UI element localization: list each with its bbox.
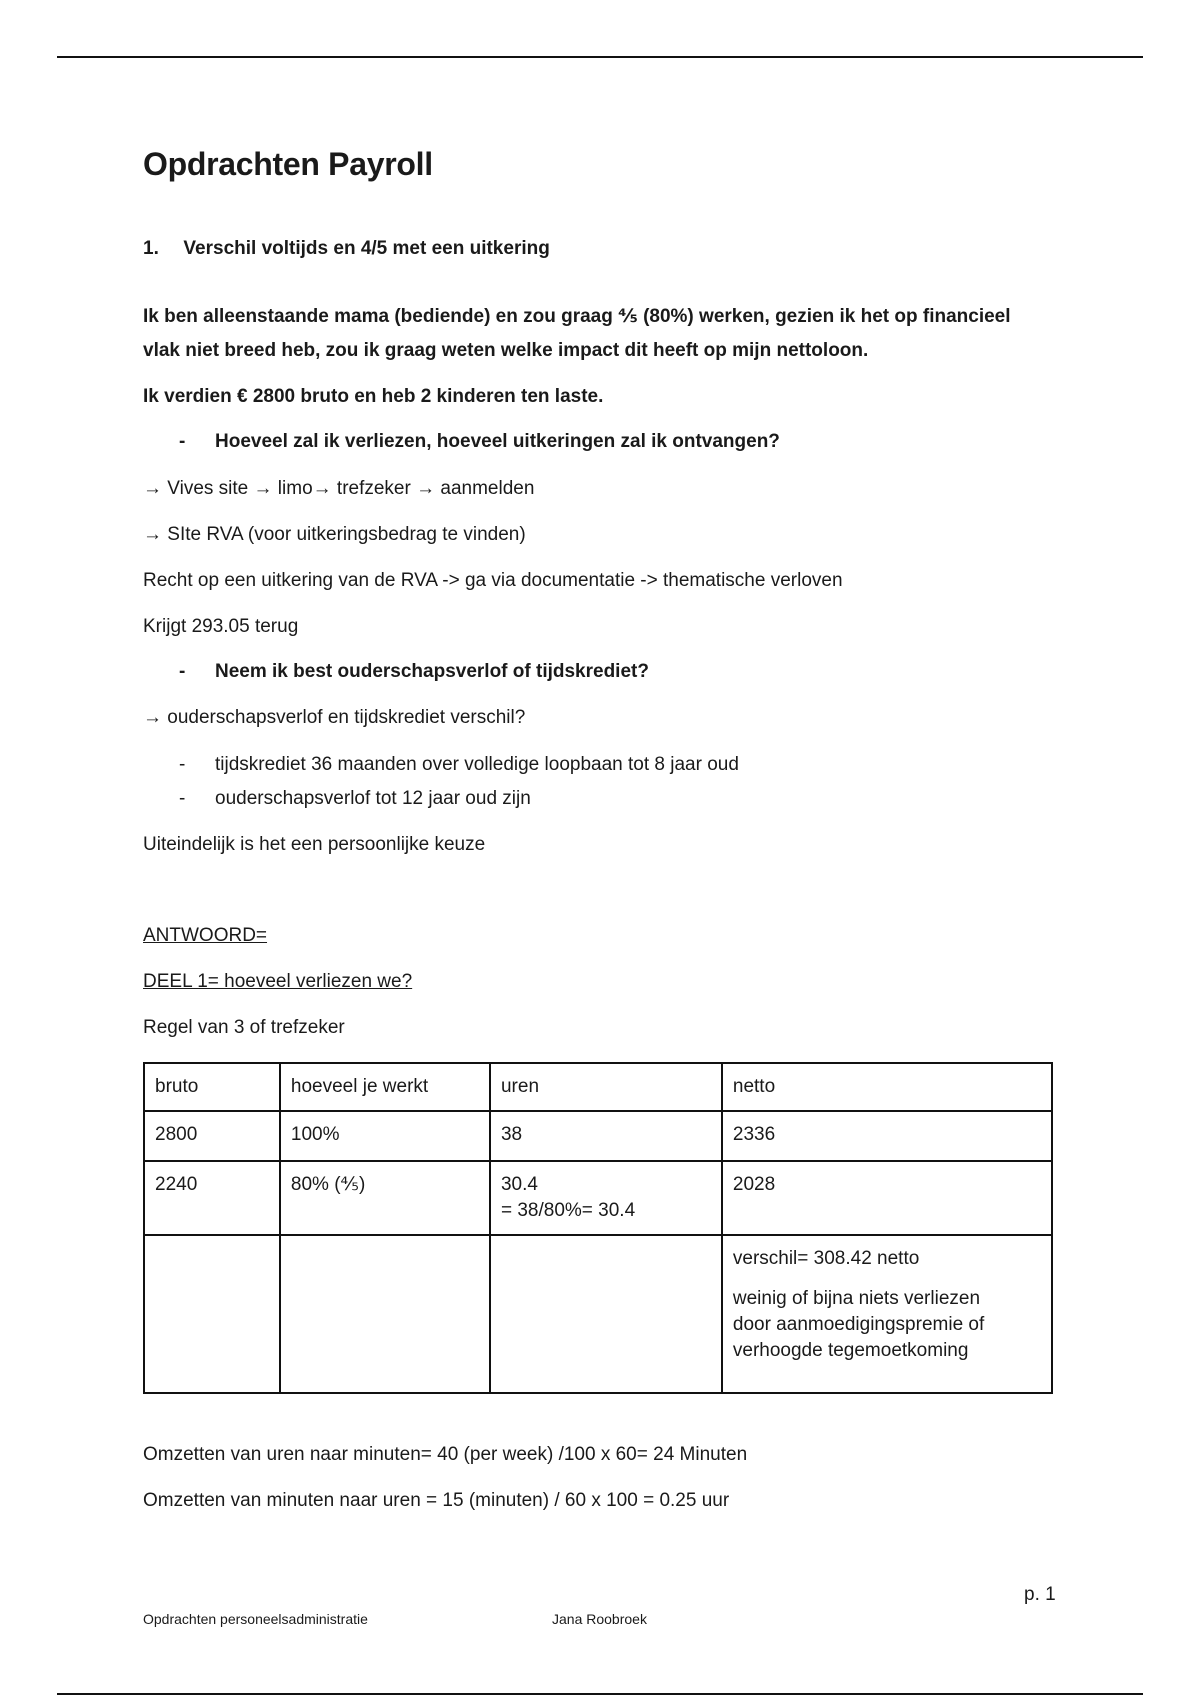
- recht-line: Recht op een uitkering van de RVA -> ga via documentatie -> thematische verloven: [143, 570, 843, 591]
- header-rule: [57, 56, 1143, 58]
- income-statement: Ik verdien € 2800 bruto en heb 2 kinderen ten laste.: [143, 386, 604, 407]
- verschil-text: verschil= 308.42 netto: [732, 1248, 920, 1269]
- table-row: [144, 1161, 1052, 1235]
- table-cell: 80% (⅘): [280, 1161, 490, 1235]
- deel1-label: DEEL 1= hoeveel verliezen we?: [143, 971, 413, 992]
- note-line: verhoogde tegemoetkoming: [732, 1340, 969, 1361]
- table-row: [144, 1235, 1052, 1393]
- conversion-line: Omzetten van uren naar minuten= 40 (per week) /100 x 60= 24 Minuten: [143, 1444, 748, 1465]
- note-line: weinig of bijna niets verliezen: [732, 1288, 981, 1309]
- arrow-line-1: → Vives site → limo→ trefzeker → aanmelden: [143, 478, 535, 499]
- table-cell-empty: [490, 1235, 722, 1393]
- section-number: 1.: [143, 238, 159, 259]
- document-title: Opdrachten Payroll: [143, 146, 433, 182]
- table-cell: 2336: [722, 1111, 1052, 1161]
- question-2: Neem ik best ouderschapsverlof of tijdskrediet?: [215, 661, 649, 682]
- arrow-line-3: → ouderschapsverlof en tijdskrediet verschil?: [143, 707, 526, 728]
- table-header-cell: uren: [490, 1063, 722, 1111]
- note-line: door aanmoedigingspremie of: [732, 1314, 985, 1335]
- table-row: [144, 1111, 1052, 1161]
- intro-line-2: vlak niet breed heb, zou ik graag weten welke impact dit heeft op mijn nettoloon.: [143, 340, 869, 361]
- answer-label: ANTWOORD=: [143, 925, 268, 946]
- table-header-cell: netto: [722, 1063, 1052, 1111]
- conclusion-line: Uiteindelijk is het een persoonlijke keuze: [143, 834, 486, 855]
- table-cell: 2800: [144, 1111, 280, 1161]
- footer-course: Opdrachten personeelsadministratie: [143, 1611, 368, 1627]
- page-number: p. 1: [1024, 1584, 1056, 1605]
- bullet-dash: -: [179, 788, 186, 809]
- bullet-dash: -: [179, 661, 186, 682]
- table-cell: 2240: [144, 1161, 280, 1235]
- list-item: ouderschapsverlof tot 12 jaar oud zijn: [215, 788, 531, 809]
- section-heading: [143, 236, 550, 262]
- intro-line-1: Ik ben alleenstaande mama (bediende) en zou graag ⅘ (80%) werken, gezien ik het op financieel: [143, 306, 1011, 327]
- section-heading-text: Verschil voltijds en 4/5 met een uitkering: [183, 238, 550, 259]
- bullet-dash: -: [179, 431, 186, 452]
- table-cell: 2028: [722, 1161, 1052, 1235]
- footer-author: Jana Roobroek: [552, 1611, 647, 1627]
- table-cell-empty: [280, 1235, 490, 1393]
- krijgt-line: Krijgt 293.05 terug: [143, 616, 299, 637]
- table-cell: [490, 1161, 722, 1235]
- uren-value: 30.4: [500, 1174, 538, 1195]
- footer-rule: [57, 1693, 1143, 1695]
- regel-line: Regel van 3 of trefzeker: [143, 1017, 345, 1038]
- table-header-cell: bruto: [144, 1063, 280, 1111]
- table-header-cell: hoeveel je werkt: [280, 1063, 490, 1111]
- table-cell: [722, 1235, 1052, 1393]
- arrow-line-2: → SIte RVA (voor uitkeringsbedrag te vinden): [143, 524, 526, 545]
- table-header-row: [144, 1063, 1052, 1111]
- table-cell: 100%: [280, 1111, 490, 1161]
- question-1: Hoeveel zal ik verliezen, hoeveel uitkeringen zal ik ontvangen?: [215, 431, 780, 452]
- list-item: tijdskrediet 36 maanden over volledige loopbaan tot 8 jaar oud: [215, 754, 739, 775]
- table-cell-empty: [144, 1235, 280, 1393]
- payroll-table: [143, 1062, 1053, 1394]
- uren-formula: = 38/80%= 30.4: [500, 1200, 636, 1221]
- table-cell: 38: [490, 1111, 722, 1161]
- conversion-line: Omzetten van minuten naar uren = 15 (minuten) / 60 x 100 = 0.25 uur: [143, 1490, 730, 1511]
- bullet-dash: -: [179, 754, 186, 775]
